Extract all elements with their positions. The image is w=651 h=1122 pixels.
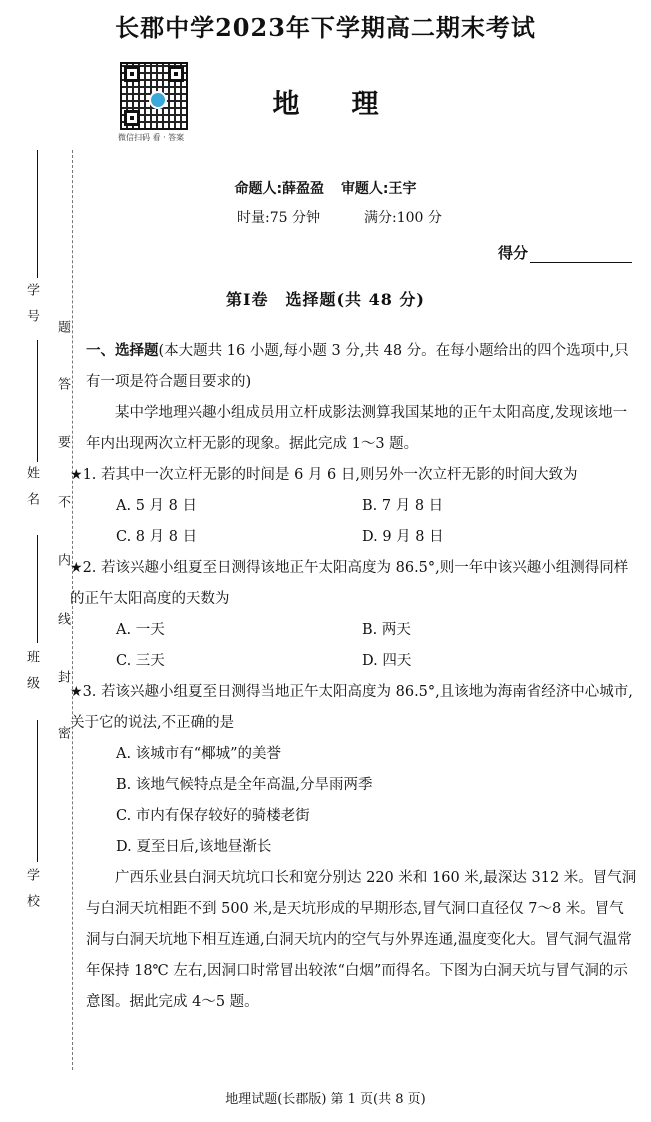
question-2-options-row2: [86, 646, 638, 677]
part1-instructions: [86, 335, 638, 398]
question-1-options-row2: [86, 522, 638, 553]
question-3-text: 3. 若该兴趣小组夏至日测得当地正午太阳高度为 86.5°,且该地为海南省经济中心城市,关于它的说法,不正确的是: [70, 684, 633, 731]
subject-char-2: 理: [351, 89, 379, 120]
star-icon: ★: [70, 560, 83, 576]
student-id-label: 学 号: [24, 283, 39, 322]
question-2: [70, 553, 638, 615]
option-b: B. 两天: [362, 622, 411, 638]
student-id-line: [37, 150, 38, 278]
star-icon: ★: [70, 467, 83, 483]
option-c: C. 8 月 8 日: [116, 529, 198, 545]
seal-char-3: 要: [55, 435, 70, 448]
class-label: 班 级: [24, 650, 39, 689]
question-1-options-row1: [86, 491, 638, 522]
seal-char-6: 线: [55, 612, 70, 625]
section-title: 第Ⅰ卷 选择题(共 48 分): [225, 290, 426, 309]
question-1-text: 1. 若其中一次立杆无影的时间是 6 月 6 日,则另外一次立杆无影的时间大致为: [82, 467, 578, 483]
school-line: [37, 720, 38, 862]
question-1: [70, 460, 638, 491]
exam-info: [237, 207, 486, 227]
subject-title: [0, 82, 651, 121]
exam-title: 长郡中学2023年下学期高二期末考试: [115, 13, 536, 42]
option-d: D. 夏至日后,该地昼渐长: [116, 839, 272, 855]
score-label: 得分: [498, 244, 529, 262]
page-footer: 地理试题(长郡版) 第 1 页(共 8 页): [225, 1092, 426, 1107]
intro-2: 广西乐业县白洞天坑坑口长和宽分别达 220 米和 160 米,最深达 312 米。冒气洞与白洞天坑相距不到 500 米,是天坑形成的早期形态,冒气洞口直径仅 7～8 米。冒气洞与白洞天坑地下相互连通,白洞天坑内的空气与外界连通,温度变化大。冒气洞气温常年保持 18℃ 左右,因洞口时常冒出较浓“白烟”而得名。下图为白洞天坑与冒气洞的示意图。据此完成 4～5 题。: [86, 870, 637, 1010]
seal-char-2: 答: [55, 377, 70, 390]
name-label: 姓 名: [24, 466, 39, 505]
seal-char-5: 内: [55, 553, 70, 566]
score-blank[interactable]: [530, 248, 632, 263]
star-icon: ★: [70, 684, 83, 700]
full-score: 满分:100 分: [363, 210, 442, 226]
option-c: C. 市内有保存较好的骑楼老街: [116, 808, 310, 824]
name-line: [37, 340, 38, 462]
seal-char-8: 密: [55, 726, 70, 739]
option-a: A. 一天: [116, 622, 165, 638]
option-d: D. 四天: [362, 653, 412, 669]
seal-char-1: 题: [55, 320, 70, 333]
class-line: [37, 535, 38, 643]
qr-caption: 微信扫码 看 · 答案: [118, 133, 185, 142]
question-3: [70, 677, 638, 739]
authors-line: [0, 178, 651, 198]
option-b: B. 该地气候特点是全年高温,分旱雨两季: [116, 777, 373, 793]
question-2-text: 2. 若该兴趣小组夏至日测得该地正午太阳高度为 86.5°,则一年中该兴趣小组测得同样的正午太阳高度的天数为: [70, 560, 629, 607]
part1-head: 一、选择题: [86, 342, 159, 359]
seal-char-7: 封: [55, 670, 70, 683]
score-box: [498, 242, 632, 263]
option-b: B. 7 月 8 日: [362, 498, 444, 514]
question-2-options-row1: [86, 615, 638, 646]
option-c: C. 三天: [116, 653, 165, 669]
part1-desc: (本大题共 16 小题,每小题 3 分,共 48 分。在每小题给出的四个选项中,只有一项是符合题目要求的): [86, 343, 629, 390]
proposer: 命题人:薛盈盈: [234, 181, 325, 197]
seal-char-4: 不: [55, 495, 70, 508]
option-d: D. 9 月 8 日: [362, 529, 444, 545]
reviewer: 审题人:王宇: [340, 181, 417, 197]
intro-1: 某中学地理兴趣小组成员用立杆成影法测算我国某地的正午太阳高度,发现该地一年内出现两次立杆无影的现象。据此完成 1～3 题。: [86, 405, 628, 452]
school-label: 学 校: [24, 868, 39, 907]
option-a: A. 该城市有“椰城”的美誉: [116, 746, 282, 762]
option-a: A. 5 月 8 日: [116, 498, 197, 514]
question-body: [70, 335, 638, 1018]
subject-char-1: 地: [272, 89, 300, 120]
time-limit: 时量:75 分钟: [237, 210, 320, 226]
